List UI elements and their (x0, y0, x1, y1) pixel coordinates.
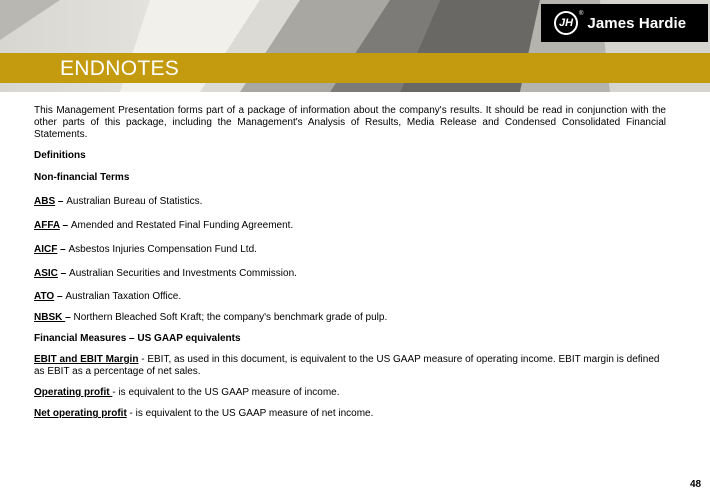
term-separator: – (57, 244, 69, 255)
term-label: Operating profit (34, 387, 113, 398)
term-entry-nbsk (34, 312, 666, 324)
term-definition: is equivalent to the US GAAP measure of net income. (135, 408, 374, 419)
term-separator: – (57, 268, 70, 279)
term-label: AFFA (34, 220, 60, 231)
term-definition: EBIT, as used in this document, is equivalent to the US GAAP measure of operating income. EBIT margin is defined as EBIT as a percentage of net sales. (34, 354, 660, 377)
term-separator: - (126, 408, 136, 419)
term-label: Net operating profit (34, 408, 127, 419)
term-separator: – (54, 291, 66, 302)
term-definition: is equivalent to the US GAAP measure of income. (118, 387, 340, 398)
term-entry-ebit (34, 354, 666, 378)
term-definition: Australian Taxation Office. (65, 291, 182, 302)
term-definition: Asbestos Injuries Compensation Fund Ltd. (68, 244, 257, 255)
term-label: ABS (34, 196, 56, 207)
term-entry-aicf (34, 244, 666, 256)
james-hardie-logo (541, 4, 708, 42)
endnotes-content (34, 105, 666, 419)
title-banner (0, 53, 710, 83)
term-entry-ato (34, 291, 666, 303)
financial-measures-heading: Financial Measures – US GAAP equivalents (34, 333, 241, 344)
term-separator: - (138, 354, 148, 365)
term-label: EBIT and EBIT Margin (34, 354, 139, 365)
term-entry-net-operating-profit (34, 408, 666, 420)
term-separator: – (59, 220, 71, 231)
jh-logo-mark: JH (554, 11, 578, 35)
term-entry-asic (34, 268, 666, 280)
term-separator: – (55, 196, 67, 207)
intro-paragraph: This Management Presentation forms part of a package of information about the company's results. It should be read in conjunction with the other parts of this package, including the Management's Analysis of Results, Media Release and Condensed Consolidated Financial Statements. (34, 105, 666, 140)
term-definition: Northern Bleached Soft Kraft; the company's benchmark grade of pulp. (73, 312, 388, 323)
logo-text: James Hardie (587, 14, 687, 32)
term-separator: – (65, 312, 74, 323)
non-financial-heading: Non-financial Terms (34, 172, 130, 183)
term-label: ATO (34, 291, 55, 302)
term-label: AICF (34, 244, 58, 255)
term-separator: - (112, 387, 119, 398)
term-entry-operating-profit (34, 387, 666, 399)
term-label: ASIC (34, 268, 58, 279)
page-title: ENDNOTES (60, 57, 180, 80)
definitions-heading: Definitions (34, 150, 86, 161)
term-entry-affa (34, 220, 666, 232)
term-entry-abs (34, 196, 666, 208)
term-label: NBSK (34, 312, 66, 323)
registered-mark: ® (579, 11, 584, 17)
page-number: 48 (690, 479, 702, 490)
term-definition: Australian Securities and Investments Commission. (69, 268, 297, 279)
term-definition: Amended and Restated Final Funding Agreement. (70, 220, 294, 231)
term-definition: Australian Bureau of Statistics. (66, 196, 203, 207)
